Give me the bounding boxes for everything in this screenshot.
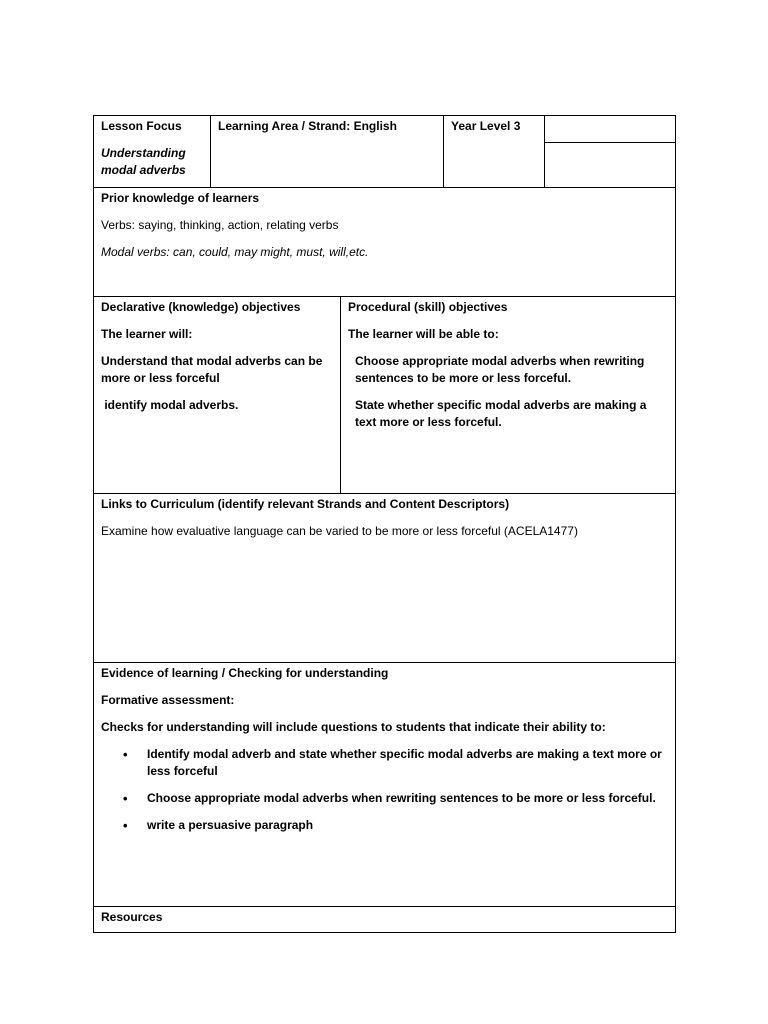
resources-row <box>94 907 676 933</box>
curriculum-heading: Links to Curriculum (identify relevant Strands and Content Descriptors) <box>101 497 510 511</box>
year-level-cell <box>444 116 545 188</box>
evidence-heading: Evidence of learning / Checking for understanding <box>101 666 389 680</box>
declarative-cell <box>94 297 341 494</box>
evidence-bullet-item: • Choose appropriate modal adverbs when rewriting sentences to be more or less forceful. <box>147 790 668 807</box>
lesson-focus-value-line1: Understanding <box>101 146 186 160</box>
lesson-focus-value-line2: modal adverbs <box>101 163 186 177</box>
procedural-item2: State whether specific modal adverbs are making a text more or less forceful. <box>355 398 647 429</box>
evidence-bullet-item: • write a persuasive paragraph <box>147 817 668 834</box>
resources-heading: Resources <box>101 910 163 924</box>
evidence-intro: Checks for understanding will include questions to students that indicate their ability to: <box>101 720 606 734</box>
lesson-plan-table <box>93 115 676 933</box>
prior-knowledge-heading: Prior knowledge of learners <box>101 191 260 205</box>
prior-knowledge-cell <box>94 188 676 297</box>
header-row <box>94 116 676 188</box>
procedural-heading: Procedural (skill) objectives <box>348 300 508 314</box>
blank-header-cell <box>545 116 676 188</box>
evidence-bullet-item: • Identify modal adverb and state whether specific modal adverbs are making a text more or less forceful <box>147 746 668 780</box>
declarative-heading: Declarative (knowledge) objectives <box>101 300 301 314</box>
blank-subcell-bottom <box>545 143 675 187</box>
declarative-intro: The learner will: <box>101 327 193 341</box>
procedural-cell <box>341 297 676 494</box>
evidence-row <box>94 663 676 907</box>
procedural-item1: Choose appropriate modal adverbs when rewriting sentences to be more or less forceful. <box>355 354 645 385</box>
declarative-item2: identify modal adverbs. <box>101 398 239 412</box>
lesson-focus-label: Lesson Focus <box>101 119 182 133</box>
resources-cell <box>94 907 676 933</box>
evidence-formative: Formative assessment: <box>101 693 235 707</box>
prior-knowledge-line1: Verbs: saying, thinking, action, relating verbs <box>101 218 339 232</box>
learning-area-cell <box>211 116 444 188</box>
curriculum-cell <box>94 494 676 663</box>
curriculum-row <box>94 494 676 663</box>
declarative-item1: Understand that modal adverbs can be more or less forceful <box>101 354 323 385</box>
year-level-label: Year Level 3 <box>451 119 521 133</box>
evidence-cell <box>94 663 676 907</box>
learning-area-label: Learning Area / Strand: English <box>218 119 397 133</box>
procedural-intro: The learner will be able to: <box>348 327 499 341</box>
curriculum-text: Examine how evaluative language can be varied to be more or less forceful (ACELA1477) <box>101 524 578 538</box>
evidence-bullet-list <box>101 746 668 834</box>
blank-subcell-top <box>545 116 675 143</box>
blank-header-subcells <box>545 116 675 187</box>
prior-knowledge-row <box>94 188 676 297</box>
prior-knowledge-line2: Modal verbs: can, could, may might, must, will,etc. <box>101 245 369 259</box>
lesson-focus-cell <box>94 116 211 188</box>
objectives-row <box>94 297 676 494</box>
